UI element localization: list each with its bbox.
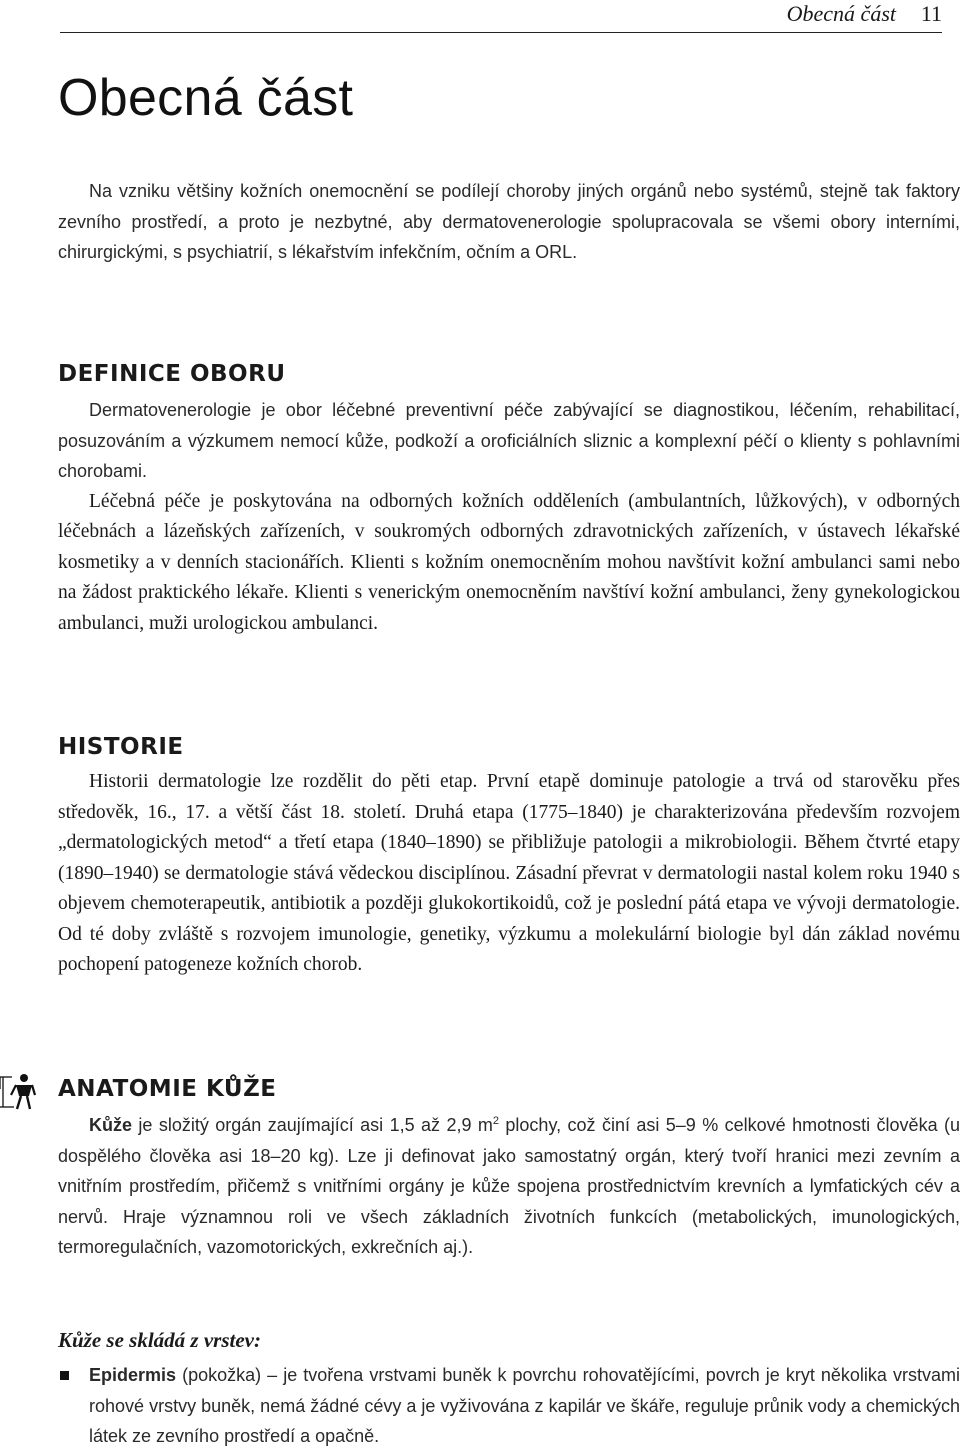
human-figure-icon [0, 1071, 36, 1111]
definition-paragraph-1: Dermatovenerologie je obor léčebné preventivní péče zabývající se diagnostikou, léčením, rehabilitací, posuzováním a výzkumem nemocí kůže, podkoží a oroficiálních sliznic a komplexní péčí o klienty s pohlavními chorobami. [58, 400, 960, 481]
square-bullet-icon [60, 1371, 69, 1380]
history-paragraph: Historii dermatologie lze rozdělit do pěti etap. První etapě dominuje patologie a trvá od starověku přes středověk, 16., 17. a větší část 18. století. Druhá etapa (1775–1840) je charakterizována především rozvojem „dermatologických metod“ a třetí etapa (1840–1890) se přibližuje patologii a mikrobiologii. Během čtvrté etapy (1890–1940) se dermatologie stává vědeckou disciplínou. Zásadní převrat v dermatologii nastal kolem roku 1940 s objevem chemoterapeutik, antibiotik a později glukokortikoidů, což je poslední pátá etapa ve vývoji dermatologie. Od té doby zvláště s rozvojem imunologie, genetiky, výzkumu a molekulární biologie byl dán základ novému pochopení patogeneze kožních chorob. [58, 771, 960, 975]
anatomy-paragraph [58, 1110, 960, 1263]
definition-block [58, 395, 960, 639]
list-item [58, 1360, 960, 1452]
anatomy-text-1: je složitý orgán zaujímající asi 1,5 až 2,9 m [132, 1115, 493, 1135]
definition-paragraph-2: Léčebná péče je poskytována na odborných kožních odděleních (ambulantních, lůžkových), v odborných léčebnách a lázeňských zařízeních, v soukromých odborných zdravotnických zařízeních, v ústavech lékařské kosmetiky a v denních stacionářích. Klienti s kožním onemocněním mohou navštívit kožní ambulanci sami nebo na žádost praktického lékaře. Klienti s venerickým onemocněním navštíví kožní ambulanci, ženy gynekologickou ambulanci, muži urologickou ambulanci. [58, 490, 960, 634]
anatomy-heading: ANATOMIE KŮŽE [58, 1076, 277, 1102]
page-number: 11 [920, 1, 942, 26]
layer-term: Epidermis [89, 1365, 177, 1385]
history-block [58, 767, 960, 981]
history-heading: HISTORIE [58, 734, 184, 760]
area-unit-exponent: 2 [492, 1115, 499, 1127]
running-header [60, 0, 942, 33]
intro-paragraph: Na vzniku většiny kožních onemocnění se podílejí choroby jiných orgánů nebo systémů, stejně tak faktory zevního prostředí, a proto je nezbytné, aby dermatovenerologie spolupracovala se všemi obory interními, chirurgickými, s psychiatrií, s lékařstvím infekčním, očním a ORL. [58, 181, 960, 262]
anatomy-block [58, 1110, 960, 1263]
chapter-title: Obecná část [58, 69, 354, 127]
layers-heading: Kůže se skládá z vrstev: [58, 1328, 261, 1352]
layer-description: (pokožka) – je tvořena vrstvami buněk k povrchu rohovatějícími, povrch je kryt několika vrstvami rohové vrstvy buněk, nemá žádné cévy a je vyživována z kapilár ve škáře, reguluje průnik vody a chemických látek ze zevního prostředí a opačně. [89, 1365, 960, 1446]
intro-block [58, 176, 960, 268]
anatomy-text-2: plochy, což činí asi 5–9 % celkové hmotnosti člověka (u dospělého člověka asi 18–20 kg). Lze ji definovat jako samostatný orgán, který tvoří hranici mezi zevním a vnitřním prostředím, přičemž s vnitřními orgány je kůže spojena prostřednictvím krevních a lymfatických cév a nervů. Hraje významnou roli ve všech základních životních funkcích (metabolických, imunologických, termoregulačních, vazomotorických, exkrečních aj.). [58, 1115, 960, 1257]
definition-heading: DEFINICE OBORU [58, 361, 286, 387]
layers-list [58, 1360, 960, 1452]
skin-term: Kůže [89, 1115, 133, 1135]
running-title: Obecná část [786, 1, 896, 26]
